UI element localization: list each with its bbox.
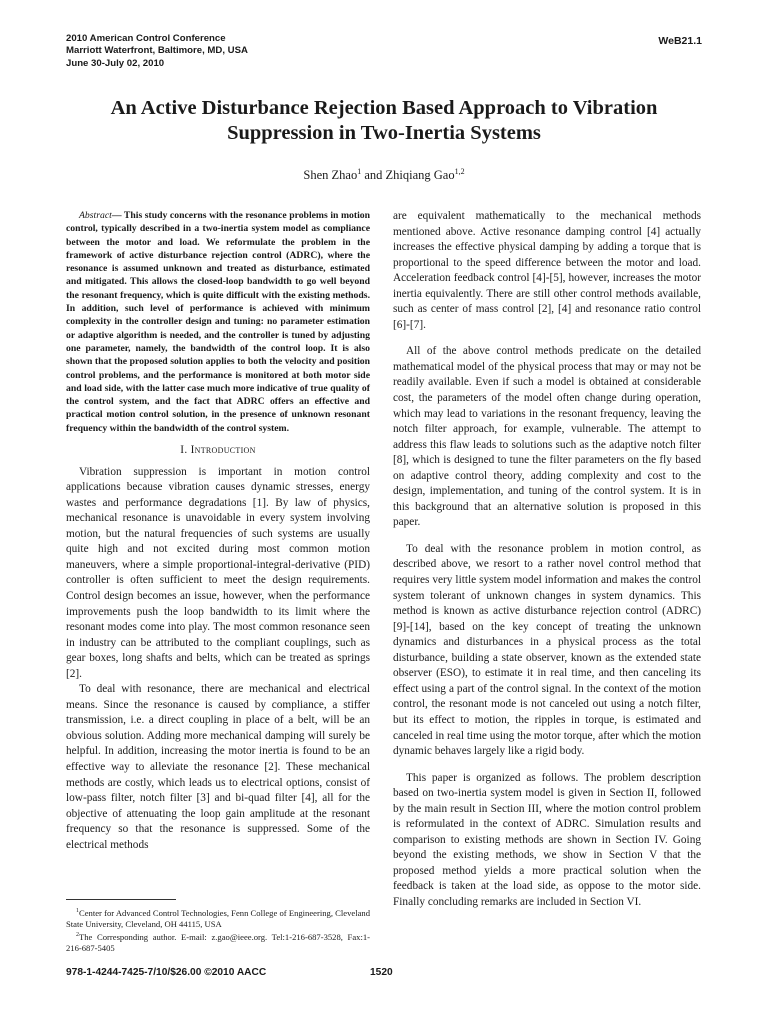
conference-name: 2010 American Control Conference	[66, 33, 226, 44]
author-1: Shen Zhao	[303, 168, 358, 183]
author-2-affiliation: 1,2	[454, 167, 465, 176]
footnote-2-mark: 2	[76, 931, 79, 938]
footnote-rule	[66, 899, 176, 900]
abstract-dash: —	[111, 210, 124, 221]
footnote-1-text: Center for Advanced Control Technologies, Fenn College of Engineering, Cleveland State University, Cleveland, OH 44115, USA	[66, 907, 370, 929]
author-2: Zhiqiang Gao	[385, 168, 455, 183]
paragraph-gap	[393, 531, 701, 542]
footnote-2	[66, 930, 370, 954]
right-paragraph-2: All of the above control methods predicate on the detailed mathematical model of the physical process that may or may not be readily available. Even if such a model is obtained at considerable cost, the parameters of the model often change during operation, which may lead to variations in the resonant frequency, leaving the notch filter approach, for example, vulnerable. The attempt to address this flaw leads to solutions such as the adaptive notch filter [8], which is designed to tune the filter parameters on the fly based on adaptive control theory, adding complexity and cost to the design, implementation, and tuning of the control system. It is in this background that an alternative solution is proposed in this paper.	[393, 345, 701, 529]
right-paragraph-1: are equivalent mathematically to the mechanical methods mentioned above. Active resonance damping control [4] actually increases the effective physical damping by adding a torque that is proportional to the speed difference between the motor and load. Acceleration feedback control [4]-[5], however, increases the motor inertia equivalently. There are still other control methods available, such as center of mass control [2], [4] and resonance ratio control [6]-[7].	[393, 210, 701, 331]
conference-venue: Marriott Waterfront, Baltimore, MD, USA	[66, 45, 248, 57]
page-number: 1520	[370, 967, 393, 978]
left-column	[66, 209, 370, 853]
isbn-copyright: 978-1-4244-7425-7/10/$26.00 ©2010 AACC	[66, 967, 267, 978]
author-1-affiliation: 1	[357, 167, 362, 176]
abstract	[66, 209, 370, 435]
right-column	[393, 209, 701, 911]
author-conjunction: and	[361, 168, 386, 183]
intro-paragraph-1: Vibration suppression is important in motion control applications because vibration causes dynamic stresses, energy wastes and performance degradations [1]. By law of physics, mechanical resonance is unavoidable in every system involving motion, but the natural frequencies of such systems are usually quite high and not excited during most common motion maneuvers, where a simple proportional-integral-derivative (PID) controller is often sufficient to meet the design requirements. Control design becomes an issue, however, when the performance improvements push the loop bandwidth to its limit where the resonant modes come into play. The most common resonance seen in industry can be attributed to the compliant couplings, such as gear boxes, long shafts and belts, which can be treated as springs [2].	[66, 465, 370, 680]
footnote-2-text: The Corresponding author. E-mail: z.gao@ieee.org. Tel:1-216-687-3528, Fax:1-216-687-5405	[66, 931, 370, 953]
author-list	[60, 167, 708, 183]
paper-title	[60, 96, 708, 146]
footnotes	[66, 899, 370, 954]
footnote-1-mark: 1	[76, 908, 79, 914]
conference-header	[66, 33, 248, 70]
right-paragraph-4: This paper is organized as follows. The problem description based on two-inertia system model is given in Section II, followed by the main result in Section III, where the motion control problem is reformulated in the context of ADRC. Simulation results and comparison to existing methods are shown in Section IV. Going beyond the existing methods, we show in Section V that the proposed method yields a more practical solution when the feedback is taken at the load side, as oppose to the motor side. Finally concluding remarks are included in Section VI.	[393, 771, 701, 908]
intro-paragraph-2: To deal with resonance, there are mechanical and electrical means. Since the resonance is caused by compliance, a stiffer transmission, i.e. a direct coupling in place of a belt, will be an obvious solution. Adding more mechanical damping will surely be helpful. In addition, increasing the motor inertia is found to be an effective way to alleviate the resonance [2]. These mechanical methods are costly, which leads us to electrical options, consist of low-pass filter, notch filter [3] and bi-quad filter [4], all for the objective of attenuating the loop gain amplitude at the resonant frequency so that the resonance is suppressed. Some of the electrical methods	[66, 683, 370, 851]
section-heading-introduction: I. Introduction	[180, 444, 256, 457]
session-code: WeB21.1	[658, 35, 702, 47]
footnote-1	[66, 906, 370, 930]
paragraph-gap	[393, 333, 701, 344]
title-line-1: An Active Disturbance Rejection Based Approach to Vibration	[110, 97, 658, 119]
right-paragraph-3: To deal with the resonance problem in motion control, as described above, we resort to a rather novel control method that requires very little system model information and makes the control system tolerant of unknown changes in system dynamics. This method is known as active disturbance rejection control (ADRC) [9]-[14], based on the key concept of treating the unknown dynamics and disturbances in a physical process as the total disturbance, building a state observer, known as the extended state observer (ESO), to estimate it in real time, and then canceling its effect using a part of the control signal. In the context of the motion control, the resonant mode is not canceled out using a notch filter, but its effect to motion, the ripples in torque, is estimated and canceled in real time using the motor torque, after which the motion dynamic behaves largely like a rigid body.	[393, 542, 701, 758]
title-line-2: Suppression in Two-Inertia Systems	[227, 122, 541, 144]
abstract-lead: Abstract	[79, 210, 112, 221]
abstract-text: This study concerns with the resonance problems in motion control, typically described in a two-inertia system model as compliance between the motor and load. We reformulate the problem in the framework of active disturbance rejection control (ADRC), where the resonance is assumed unknown and treated as disturbance, estimated and mitigated. This allows the closed-loop bandwidth to go well beyond the resonant frequency, which is quite difficult with the existing methods. In addition, such level of performance is achieved with minimum complexity in the controller design and tuning: no parameter estimation or adaptive algorithm is needed, and the controller is tuned by adjusting one parameter, namely, the bandwidth of the control loop. It is also shown that the proposed solution applies to both the velocity and position control problems, and the performance is monitored at both motor side and load side, with the latter case much more indicative of true quality of the control system, and the fact that ADRC offers an effective and practical motion control solution, in the presence of unknown resonant frequency within the bandwidth of the control system.	[66, 210, 371, 434]
paragraph-gap	[393, 760, 701, 771]
conference-dates: June 30-July 02, 2010	[66, 57, 165, 69]
